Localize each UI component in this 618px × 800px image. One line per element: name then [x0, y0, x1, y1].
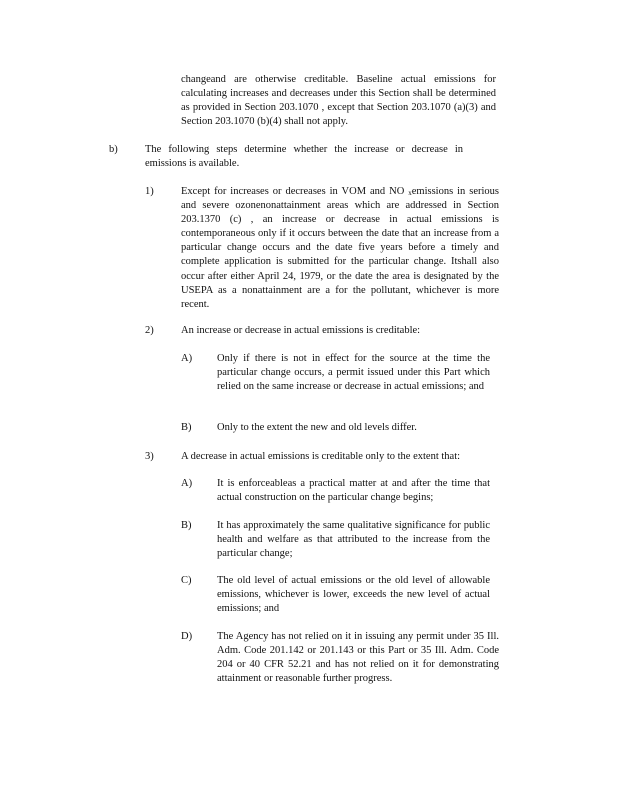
item-1-label: 1)	[145, 186, 154, 197]
item-2a-text: Only if there is not in effect for the source at the time the particular change occurs, a permit issued under this Part which relied on the same increase or decrease in actual emissions; and	[217, 353, 490, 393]
item-3d-text: The Agency has not relied on it in issuing any permit under 35 Ill. Adm. Code 201.142 or 201.143 or this Part or 35 Ill. Adm. Code 204 or 40 CFR 52.21 and has not relied on it for demonstrating attainment or reasonable further progress.	[217, 631, 499, 685]
item-2-label: 2)	[145, 325, 154, 336]
item-2b-label: B)	[181, 422, 192, 433]
continuation-paragraph: changeand are otherwise creditable. Baseline actual emissions for calculating increases and decreases under this Section shall be determined as provided in Section 203.1070 , except that Section 203.1070 (a)(3) and Section 203.1070 (b)(4) shall not apply.	[181, 74, 496, 128]
item-3a-text: It is enforceableas a practical matter at and after the time that actual construction on the particular change begins;	[217, 478, 490, 504]
item-1-text	[181, 185, 499, 312]
item-3-text: A decrease in actual emissions is creditable only to the extent that:	[181, 451, 461, 462]
item-2a-label: A)	[181, 353, 193, 364]
item-3b-text: It has approximately the same qualitative significance for public health and welfare as that attributed to the increase from the particular change;	[217, 520, 490, 560]
item-3b-label: B)	[181, 520, 192, 531]
item-3-label: 3)	[145, 451, 154, 462]
item-1-subscript: x	[408, 189, 412, 197]
item-3c-label: C)	[181, 575, 192, 586]
item-3d-label: D)	[181, 631, 193, 642]
item-2-text: An increase or decrease in actual emissions is creditable:	[181, 325, 421, 336]
item-3c-text: The old level of actual emissions or the old level of allowable emissions, whichever is lower, exceeds the new level of actual emissions; and	[217, 575, 490, 615]
section-b-label: b)	[109, 144, 118, 155]
item-2b-text: Only to the extent the new and old levels differ.	[217, 422, 417, 433]
item-3a-label: A)	[181, 478, 193, 489]
section-b-text: The following steps determine whether the increase or decrease in emissions is available.	[145, 144, 463, 170]
item-1-text-after: emissions in serious and severe ozonenonattainment areas which are addressed in Section 203.1370 (c) , an increase or decrease in actual emissions is contemporaneous only if it occurs between the date that an increase from a particular change occurs and the date five years before a timely and complete application is submitted for the particular change. Itshall also occur after either April 24, 1979, or the date the area is designated by the USEPA as a nonattainment are a for the pollutant, whichever is more recent.	[181, 186, 500, 310]
item-1-text-before: Except for increases or decreases in VOM and NO	[181, 186, 405, 197]
